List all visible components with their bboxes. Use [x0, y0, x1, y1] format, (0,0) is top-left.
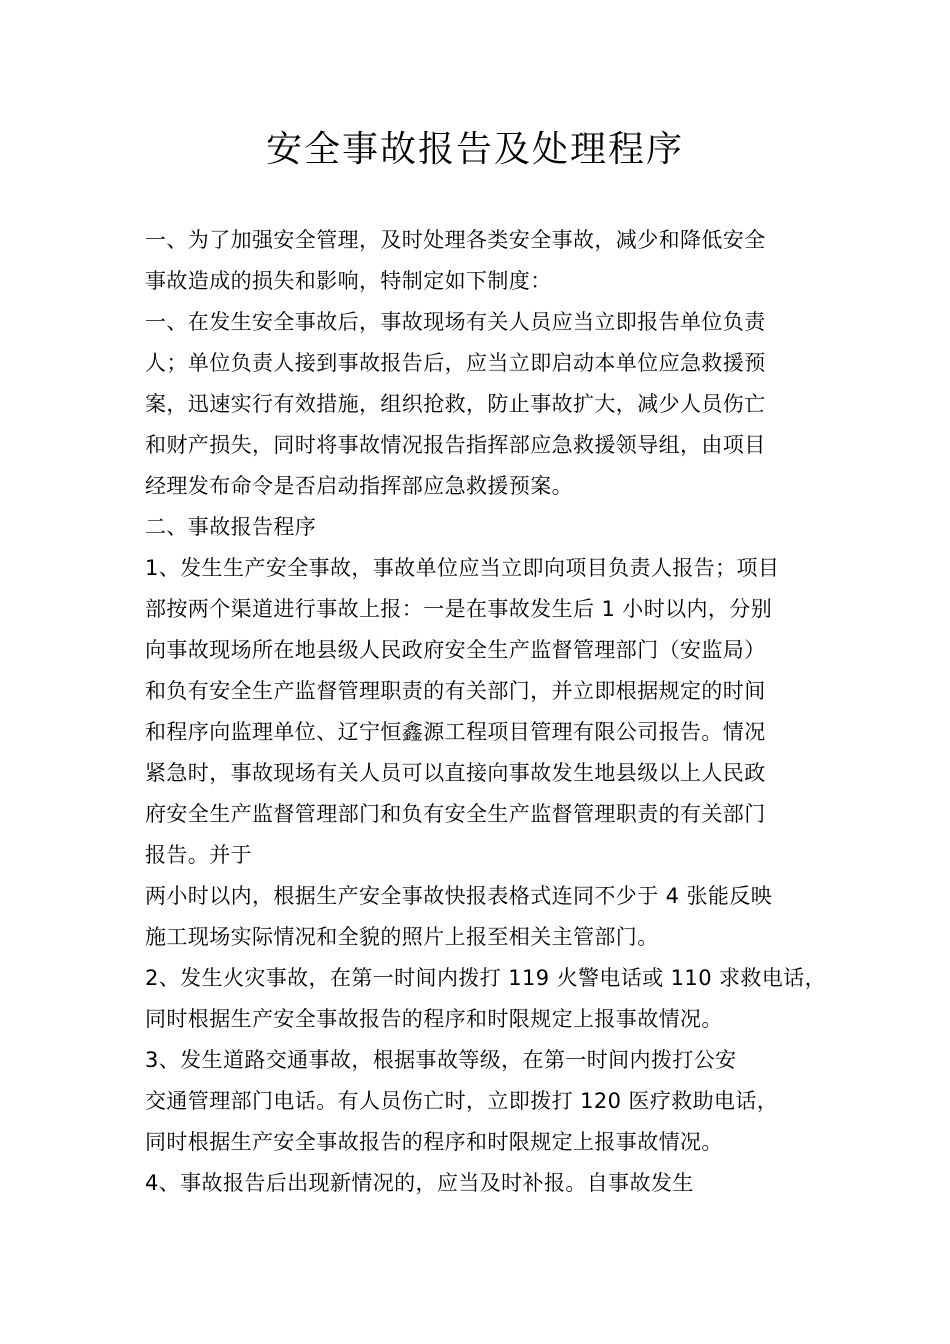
body-line: 施工现场实际情况和全貌的照片上报至相关主管部门。 — [145, 925, 659, 949]
body-line: 同时根据生产安全事故报告的程序和时限规定上报事故情况。 — [145, 1007, 723, 1031]
body-line: 案，迅速实行有效措施，组织抢救，防止事故扩大，减少人员伤亡 — [145, 392, 766, 416]
body-line: 和财产损失，同时将事故情况报告指挥部应急救援领导组，由项目 — [145, 433, 766, 457]
body-line: 4、事故报告后出现新情况的，应当及时补报。自事故发生 — [145, 1171, 694, 1195]
body-line: 和负有安全生产监督管理职责的有关部门，并立即根据规定的时间 — [145, 679, 766, 703]
body-line: 两小时以内，根据生产安全事故快报表格式连同不少于 4 张能反映 — [145, 884, 773, 908]
body-line: 府安全生产监督管理部门和负有安全生产监督管理职责的有关部门 — [145, 802, 766, 826]
body-line: 同时根据生产安全事故报告的程序和时限规定上报事故情况。 — [145, 1130, 723, 1154]
body-line: 交通管理部门电话。有人员伤亡时，立即拨打 120 医疗救助电话， — [145, 1089, 779, 1113]
body-line: 一、为了加强安全管理，及时处理各类安全事故，减少和降低安全 — [145, 228, 766, 252]
body-line: 报告。并于 — [145, 843, 252, 867]
body-line: 向事故现场所在地县级人民政府安全生产监督管理部门（安监局） — [145, 638, 766, 662]
body-line: 3、发生道路交通事故，根据事故等级，在第一时间内拨打公安 — [145, 1048, 737, 1072]
section-heading: 二、事故报告程序 — [145, 515, 317, 539]
body-line: 经理发布命令是否启动指挥部应急救援预案。 — [145, 474, 573, 498]
body-line: 事故造成的损失和影响，特制定如下制度： — [145, 269, 552, 293]
document-body — [145, 220, 825, 1204]
body-line: 紧急时，事故现场有关人员可以直接向事故发生地县级以上人民政 — [145, 761, 766, 785]
body-line: 2、发生火灾事故，在第一时间内拨打 119 火警电话或 110 求救电话， — [145, 966, 827, 990]
body-line: 和程序向监理单位、辽宁恒鑫源工程项目管理有限公司报告。情况 — [145, 720, 766, 744]
body-line: 1、发生生产安全事故，事故单位应当立即向项目负责人报告；项目 — [145, 556, 780, 580]
body-line: 人；单位负责人接到事故报告后，应当立即启动本单位应急救援预 — [145, 351, 766, 375]
document-title: 安全事故报告及处理程序 — [265, 129, 684, 170]
body-line: 一、在发生安全事故后，事故现场有关人员应当立即报告单位负责 — [145, 310, 766, 334]
body-line: 部按两个渠道进行事故上报：一是在事故发生后 1 小时以内，分别 — [145, 597, 773, 621]
